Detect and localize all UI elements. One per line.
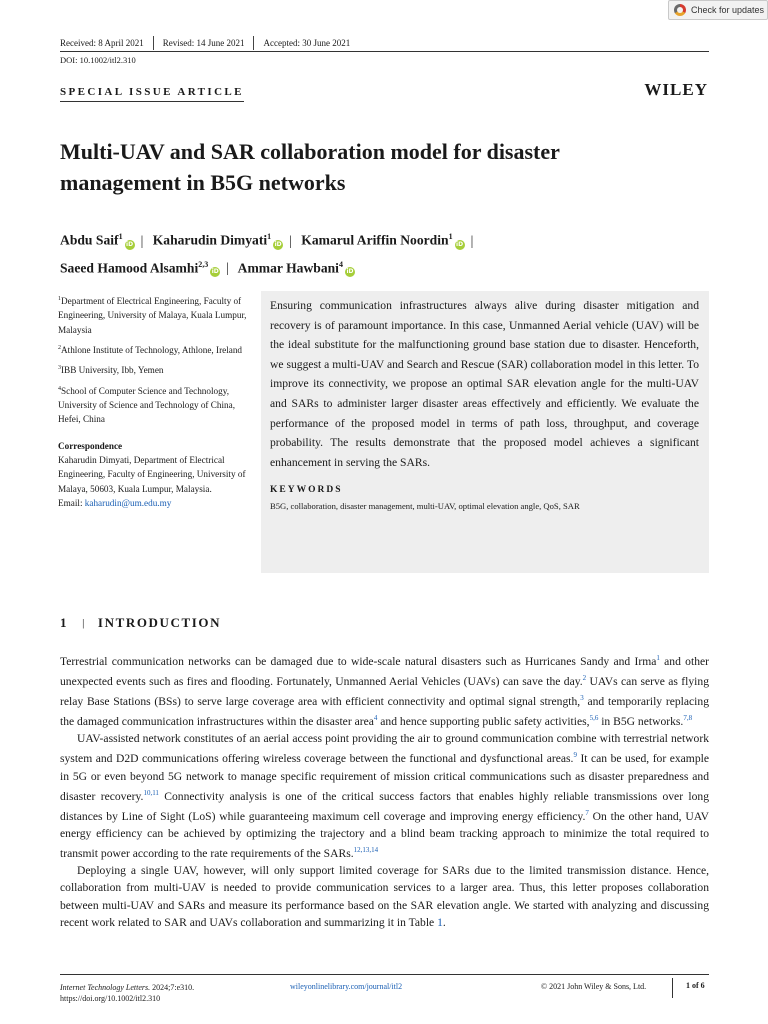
orcid-icon[interactable]: iD: [211, 268, 219, 276]
author-list: [60, 225, 680, 280]
author-separator: |: [470, 232, 474, 248]
citation-link[interactable]: 7: [585, 808, 589, 817]
author-name[interactable]: Abdu Saif: [60, 232, 119, 248]
email-link[interactable]: kaharudin@um.edu.my: [84, 497, 172, 508]
affiliations: [58, 292, 250, 510]
author-affiliation-number: 1: [118, 232, 123, 241]
journal-name: Internet Technology Letters.: [60, 983, 151, 992]
check-for-updates-button[interactable]: [668, 0, 768, 20]
abstract-box: [261, 291, 709, 573]
abstract-text: Ensuring communication infrastructures always alive during disaster mitigation and recovery is of paramount importance. In this case, Unmanned Aerial vehicle (UAV) will be the ideal substitute for the malfunctioning ground base station due to disaster. Henceforth, we suggest a multi-UAV and Search and Rescue (SAR) collaboration model in this letter. To improve its connectivity, we propose an optimal SAR elevation angle for the multi-UAV and SARs to administer larger disaster areas effectively and efficiently. We evaluate the performance of the proposed model in terms of path loss, throughput, and coverage probability. The results demonstrate that the proposed model achieves a significant enhancement in serving the SARs.: [270, 299, 699, 469]
citation-link[interactable]: 4: [373, 714, 378, 723]
table-link[interactable]: 1: [437, 915, 443, 929]
citation-link[interactable]: 9: [573, 751, 577, 760]
section-separator: |: [82, 617, 86, 629]
page-number: 1 of 6: [672, 978, 705, 998]
citation-link[interactable]: 12,13,14: [353, 846, 379, 855]
author-name[interactable]: Kaharudin Dimyati: [152, 232, 268, 248]
author-name[interactable]: Ammar Hawbani: [237, 260, 339, 276]
affiliation: $^4$School of Computer Science and Technology, University of Science and Technology of China, Hefei, China: [58, 385, 236, 425]
author-separator: |: [289, 232, 292, 248]
article-title: Multi-UAV and SAR collaboration model for disaster management in B5G networks: [60, 139, 560, 195]
author-affiliation-number: 2,3: [198, 259, 209, 269]
affiliation: $^3$IBB University, Ibb, Yemen: [58, 365, 164, 376]
orcid-icon[interactable]: iD: [456, 240, 464, 248]
paragraph: UAV-assisted network constitutes of an aerial access point providing the air to ground communication combine with terrestrial network system and D2D communications offering wireless coverage between the functional and dysfunctional areas.$^9$ It can be used, for example in 5G or even beyond 5G network to manage specific requirement of mission critical communications such as disaster preparedness and disaster recovery.$^{10,11}$ Connectivity analysis is one of the critical success factors that enables highly reliable transmissions over long distances by Line of Sight (LoS) while guaranteeing maximum cell coverage and improving energy efficiency.$^7$ On the other hand, UAV energy efficiency can be achieved by optimizing the trajectory and a blind beam tracking approach to minimize the total required to transmit power according to the rate requirements of the SARs.$^{12,13,14}$: [60, 732, 709, 860]
received-date: Received: 8 April 2021: [60, 38, 144, 48]
header-divider: [60, 51, 709, 52]
author-separator: |: [226, 260, 229, 276]
publisher-logo: WILEY: [644, 80, 708, 99]
keywords-heading: KEYWORDS: [270, 485, 343, 496]
doi: DOI: 10.1002/itl2.310: [60, 55, 136, 65]
accepted-date: Accepted: 30 June 2021: [253, 36, 359, 50]
correspondence-email: Email: kaharudin@um.edu.my: [58, 497, 172, 508]
paragraph: Deploying a single UAV, however, will only support limited coverage for SARs due to the limited transmission distance. Hence, collaboration from multi-UAV is needed to provide communication services to a larger area. Thus, this letter proposes collaboration between multi-UAV and SARs and measure its performance based on the SAR elevation angle. We started with analyzing and discussing recent work related to SAR and UAVs collaboration and summarizing it in Table 1.: [60, 864, 709, 929]
citation-link[interactable]: 5,6: [589, 714, 599, 723]
journal-site-link[interactable]: wileyonlinelibrary.com/journal/itl2: [290, 982, 403, 991]
citation-link[interactable]: 1: [656, 654, 660, 662]
section-title: INTRODUCTION: [97, 615, 222, 630]
citation-link[interactable]: 7,8: [683, 714, 693, 723]
orcid-icon[interactable]: iD: [126, 240, 134, 248]
author-separator: |: [140, 232, 144, 248]
affiliation: $^2$Athlone Institute of Technology, Athlone, Ireland: [58, 344, 243, 356]
correspondence-heading: Correspondence: [58, 440, 123, 451]
section-heading: [60, 615, 221, 631]
orcid-icon[interactable]: iD: [274, 240, 282, 248]
citation-link[interactable]: 2: [582, 674, 587, 683]
author-affiliation-number: 1: [267, 232, 272, 241]
footer-doi-link[interactable]: https://doi.org/10.1002/itl2.310: [60, 994, 161, 1003]
keywords: B5G, collaboration, disaster management, multi-UAV, optimal elevation angle, QoS, SAR: [270, 501, 580, 512]
revised-date: Revised: 14 June 2021: [153, 36, 254, 50]
correspondence-text: Kaharudin Dimyati, Department of Electrical Engineering, Faculty of Engineering, University of Malaya, 50603, Kuala Lumpur, Malaysia.: [58, 454, 246, 494]
paragraph: Terrestrial communication networks can be damaged due to wide-scale natural disasters such as Hurricanes Sandy and Irma$^1$ and other unexpected events such as fires and flooding. Fortunately, Unmanned Aerial Vehicles (UAVs) can save the day.$^2$ UAVs can serve as flying relay Base Stations (BSs) to serve large coverage area with efficient connectivity and optimal signal strength,$^3$ and temporarily replacing the damaged communication infrastructures within the disaster area$^4$ and hence supporting public safety activities,$^{5,6}$ in B5G networks.$^{7,8}$: [60, 654, 710, 729]
author-name[interactable]: Saeed Hamood Alsamhi: [60, 260, 199, 276]
crossmark-icon: [674, 4, 686, 16]
author-affiliation-number: 1: [448, 232, 453, 241]
copyright: © 2021 John Wiley & Sons, Ltd.: [541, 982, 647, 991]
check-for-updates-label: Check for updates: [691, 5, 765, 15]
footer-citation: Internet Technology Letters. 2024;7:e310. https://doi.org/10.1002/itl2.310: [60, 983, 195, 1003]
citation-link[interactable]: 3: [580, 694, 584, 703]
article-type: SPECIAL ISSUE ARTICLE: [60, 86, 244, 102]
section-number: 1: [60, 615, 69, 630]
affiliation: $^1$Department of Electrical Engineering, Faculty of Engineering, University of Malaya, Kuala Lumpur, Malaysia: [58, 296, 247, 335]
body-text: [60, 650, 709, 931]
author-name[interactable]: Kamarul Ariffin Noordin: [301, 232, 449, 248]
orcid-icon[interactable]: iD: [346, 268, 354, 276]
footer-divider: [60, 974, 709, 975]
citation-link[interactable]: 10,11: [143, 788, 159, 797]
article-dates: [60, 36, 359, 50]
author-affiliation-number: 4: [338, 259, 343, 269]
